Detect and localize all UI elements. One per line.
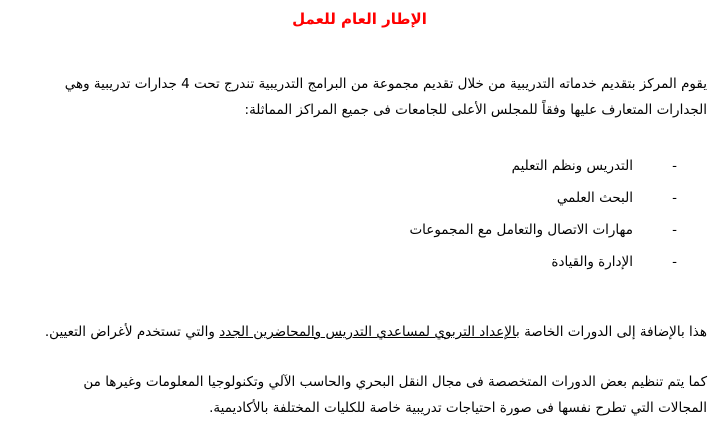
- addition-paragraph: [45, 322, 707, 342]
- list-item: [409, 246, 677, 278]
- list-bullet-marker: -: [672, 190, 677, 206]
- list-item-text: التدريس ونظم التعليم: [511, 158, 633, 174]
- page-title: الإطار العام للعمل: [292, 10, 427, 28]
- addition-text-end: والتي تستخدم لأغراض التعيين.: [44, 324, 220, 340]
- list-item-text: البحث العلمي: [556, 190, 633, 206]
- list-bullet-marker: -: [672, 254, 677, 270]
- addition-text-start: هذا بالإضافة إلى الدورات الخاصة: [519, 324, 707, 340]
- intro-paragraph-line-2: الجدارات المتعارف عليها وفقاً للمجلس الأعلى للجامعات فى جميع المراكز المماثلة:: [244, 102, 707, 118]
- competency-list: [409, 150, 677, 278]
- addition-underlined-phrase: بالإعداد التربوي لمساعدي التدريس والمحاضرين الجدد: [219, 324, 520, 340]
- list-item: [409, 182, 677, 214]
- list-item-text: مهارات الاتصال والتعامل مع المجموعات: [409, 222, 633, 238]
- list-bullet-marker: -: [672, 158, 677, 174]
- list-item-text: الإدارة والقيادة: [551, 254, 633, 270]
- intro-paragraph-line-1: يقوم المركز بتقديم خدماته التدريبية من خلال تقديم مجموعة من البرامج التدريبية تندرج تحت 4 جدارات تدريبية وهي: [64, 76, 707, 92]
- closing-paragraph-line-1: كما يتم تنظيم بعض الدورات المتخصصة فى مجال النقل البحري والحاسب الآلي وتكنولوجيا المعلومات وغيرها من: [83, 374, 707, 390]
- closing-paragraph-line-2: المجالات التي تطرح نفسها فى صورة احتياجات تدريبية خاصة للكليات المختلفة بالأكاديمية.: [209, 400, 707, 416]
- list-bullet-marker: -: [672, 222, 677, 238]
- list-item: [409, 214, 677, 246]
- list-item: [409, 150, 677, 182]
